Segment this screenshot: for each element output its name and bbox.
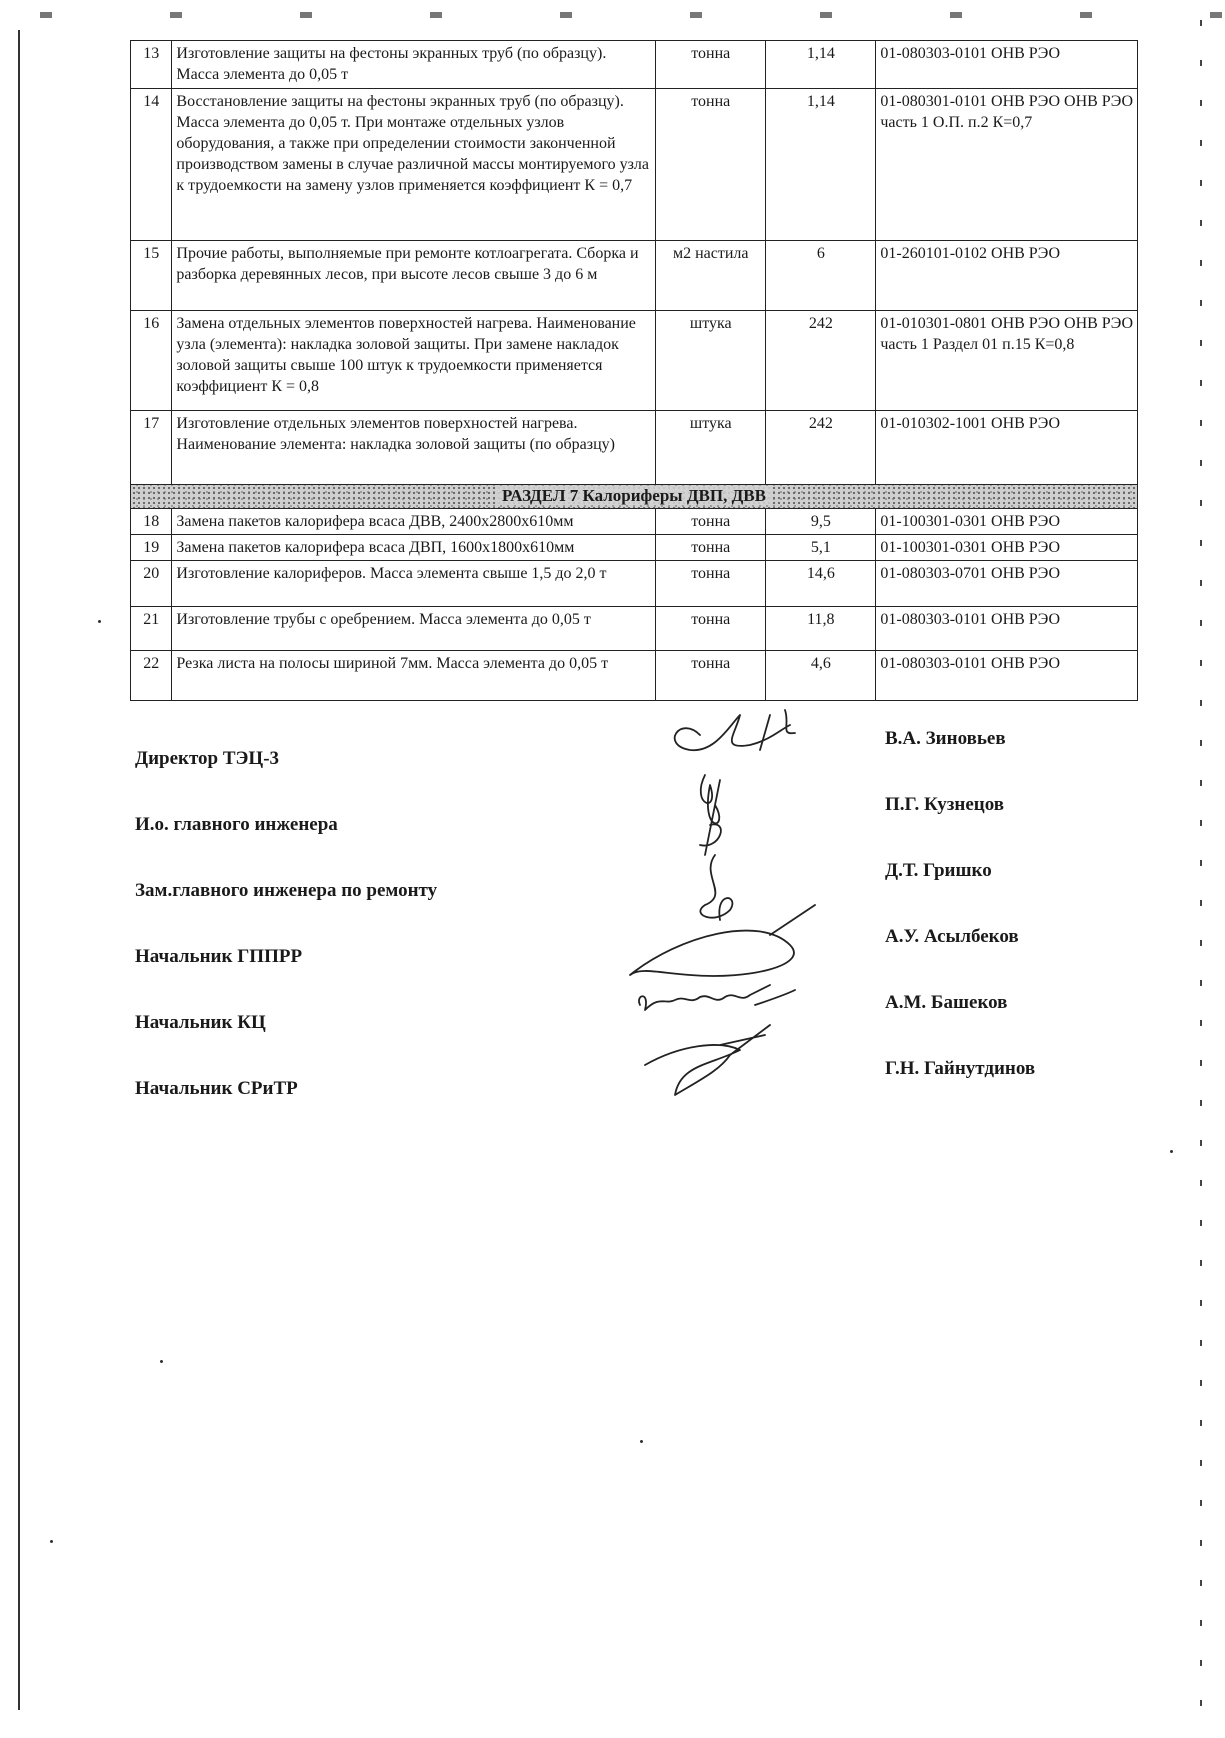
scan-speck	[50, 1540, 53, 1543]
row-description: Замена отдельных элементов поверхностей нагрева. Наименование узла (элемента): накладка золовой защиты. При замене накладок золовой защиты свыше 100 штук к трудоемкости применяется коэффициент К = 0,8	[172, 311, 656, 411]
row-quantity: 1,14	[766, 89, 876, 241]
row-description: Замена пакетов калорифера всаса ДВВ, 2400х2800х610мм	[172, 509, 656, 535]
signatory-role: И.о. главного инженера	[135, 814, 338, 835]
row-code: 01-010301-0801 ОНВ РЭО ОНВ РЭО часть 1 Раздел 01 п.15 К=0,8	[876, 311, 1138, 411]
table-row	[131, 509, 1138, 535]
row-unit: тонна	[656, 41, 766, 89]
signatory-role: Начальник СРиТР	[135, 1078, 298, 1099]
signatory-name: Д.Т. Гришко	[885, 860, 992, 881]
row-quantity: 1,14	[766, 41, 876, 89]
signatory-name: Г.Н. Гайнутдинов	[885, 1058, 1036, 1079]
signatory-name: А.М. Башеков	[885, 992, 1008, 1013]
row-number: 15	[131, 241, 172, 311]
scan-left-edge	[18, 30, 20, 1710]
row-quantity: 9,5	[766, 509, 876, 535]
row-number: 20	[131, 561, 172, 607]
table-row	[131, 89, 1138, 241]
row-unit: тонна	[656, 509, 766, 535]
section-header-row	[131, 485, 1138, 509]
scan-speck	[98, 620, 101, 623]
row-number: 19	[131, 535, 172, 561]
signature-3	[700, 855, 732, 920]
row-number: 22	[131, 651, 172, 701]
row-number: 16	[131, 311, 172, 411]
table-row	[131, 411, 1138, 485]
row-quantity: 242	[766, 411, 876, 485]
table-row	[131, 607, 1138, 651]
signatory-row	[0, 794, 1225, 854]
row-number: 17	[131, 411, 172, 485]
scan-speck	[640, 1440, 643, 1443]
row-code: 01-080303-0101 ОНВ РЭО	[876, 41, 1138, 89]
row-description: Изготовление трубы с оребрением. Масса элемента до 0,05 т	[172, 607, 656, 651]
row-quantity: 6	[766, 241, 876, 311]
row-quantity: 14,6	[766, 561, 876, 607]
row-code: 01-010302-1001 ОНВ РЭО	[876, 411, 1138, 485]
signatory-row	[0, 860, 1225, 920]
row-description: Восстановление защиты на фестоны экранных труб (по образцу). Масса элемента до 0,05 т. При монтаже отдельных узлов оборудования, а также при определении стоимости законченной производством замены в случае различной массы монтируемого узла к трудоемкости на замену узлов применяется коэффициент К = 0,7	[172, 89, 656, 241]
row-code: 01-080303-0101 ОНВ РЭО	[876, 607, 1138, 651]
row-description: Изготовление отдельных элементов поверхностей нагрева. Наименование элемента: накладка золовой защиты (по образцу)	[172, 411, 656, 485]
row-quantity: 4,6	[766, 651, 876, 701]
row-description: Замена пакетов калорифера всаса ДВП, 1600х1800х610мм	[172, 535, 656, 561]
table-row	[131, 561, 1138, 607]
row-code: 01-100301-0301 ОНВ РЭО	[876, 509, 1138, 535]
signature-2	[700, 775, 721, 855]
signatory-role: Директор ТЭЦ-3	[135, 748, 280, 769]
section-title	[131, 485, 1138, 509]
row-quantity: 11,8	[766, 607, 876, 651]
signatory-row	[0, 1058, 1225, 1118]
signatory-name: А.У. Асылбеков	[885, 926, 1019, 947]
row-unit: тонна	[656, 561, 766, 607]
signature-5	[639, 985, 795, 1010]
row-number: 18	[131, 509, 172, 535]
row-quantity: 5,1	[766, 535, 876, 561]
signatory-row	[0, 728, 1225, 788]
row-code: 01-260101-0102 ОНВ РЭО	[876, 241, 1138, 311]
row-unit: штука	[656, 311, 766, 411]
handwritten-signatures	[620, 705, 860, 1125]
row-code: 01-100301-0301 ОНВ РЭО	[876, 535, 1138, 561]
row-number: 21	[131, 607, 172, 651]
row-unit: тонна	[656, 535, 766, 561]
row-unit: тонна	[656, 89, 766, 241]
table-row	[131, 535, 1138, 561]
table-row	[131, 651, 1138, 701]
table-row	[131, 311, 1138, 411]
signatory-name: В.А. Зиновьев	[885, 728, 1006, 749]
row-description: Прочие работы, выполняемые при ремонте котлоагрегата. Сборка и разборка деревянных лесов, при высоте лесов свыше 3 до 6 м	[172, 241, 656, 311]
signatory-role: Зам.главного инженера по ремонту	[135, 880, 438, 901]
row-quantity: 242	[766, 311, 876, 411]
row-unit: тонна	[656, 651, 766, 701]
scan-right-edge	[1200, 20, 1202, 1710]
signature-6	[645, 1025, 770, 1095]
signatory-row	[0, 926, 1225, 986]
row-code: 01-080303-0101 ОНВ РЭО	[876, 651, 1138, 701]
scan-speck	[160, 1360, 163, 1363]
signature-1	[675, 710, 795, 750]
section-title-text: РАЗДЕЛ 7 Калориферы ДВП, ДВВ	[498, 486, 770, 505]
row-unit: штука	[656, 411, 766, 485]
scan-speck	[1170, 1150, 1173, 1153]
row-code: 01-080303-0701 ОНВ РЭО	[876, 561, 1138, 607]
table-row	[131, 41, 1138, 89]
row-unit: тонна	[656, 607, 766, 651]
row-description: Изготовление защиты на фестоны экранных труб (по образцу). Масса элемента до 0,05 т	[172, 41, 656, 89]
row-unit: м2 настила	[656, 241, 766, 311]
signatory-role: Начальник КЦ	[135, 1012, 266, 1033]
scan-edge-marks	[0, 12, 1225, 18]
row-code: 01-080301-0101 ОНВ РЭО ОНВ РЭО часть 1 О.П. п.2 К=0,7	[876, 89, 1138, 241]
signatory-name: П.Г. Кузнецов	[885, 794, 1005, 815]
table-row	[131, 241, 1138, 311]
row-number: 13	[131, 41, 172, 89]
row-description: Резка листа на полосы шириной 7мм. Масса элемента до 0,05 т	[172, 651, 656, 701]
row-description: Изготовление калориферов. Масса элемента свыше 1,5 до 2,0 т	[172, 561, 656, 607]
row-number: 14	[131, 89, 172, 241]
signatory-row	[0, 992, 1225, 1052]
signatory-role: Начальник ГППРР	[135, 946, 303, 967]
works-table	[130, 40, 1138, 701]
